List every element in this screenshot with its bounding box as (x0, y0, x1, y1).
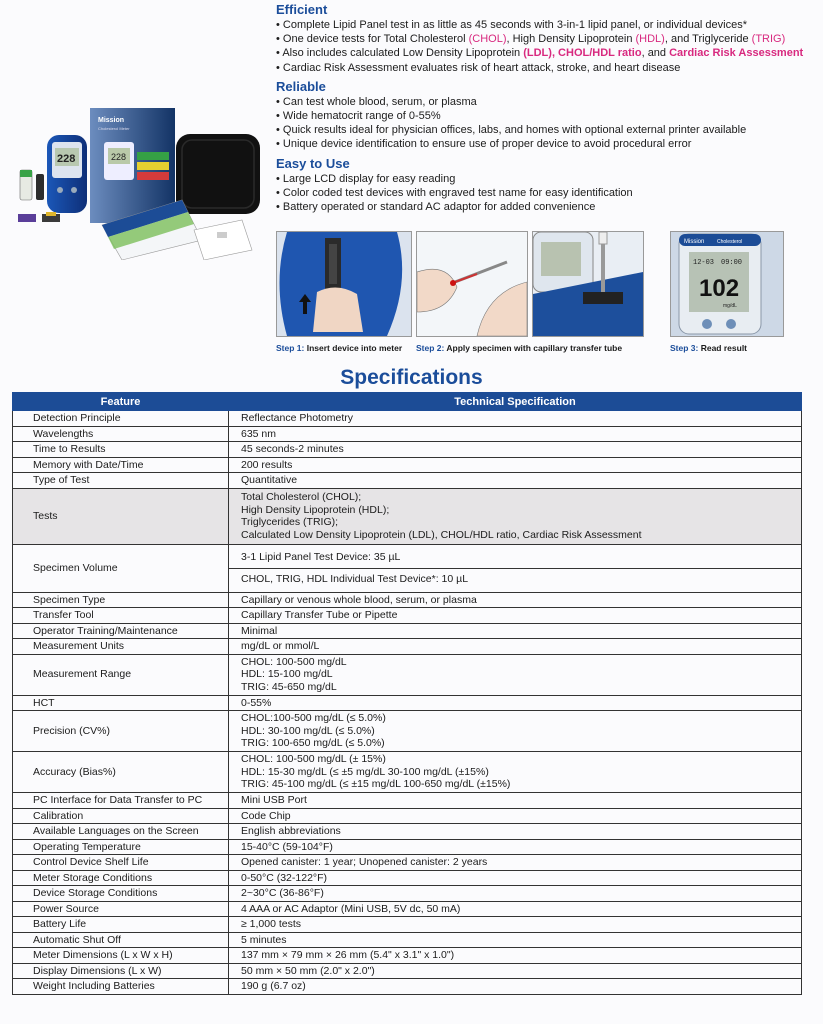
feature-cell: Time to Results (13, 442, 229, 458)
step2-image (416, 231, 528, 337)
table-row (13, 917, 802, 933)
cra-highlight: Cardiac Risk Assessment (669, 47, 804, 60)
spec-cell (229, 948, 802, 964)
table-row (13, 793, 802, 809)
spec-line: HDL: 15-100 mg/dL (241, 668, 333, 681)
spec-line: 190 g (6.7 oz) (241, 980, 306, 992)
feature-cell: Battery Life (13, 917, 229, 933)
spec-subvalue: CHOL, TRIG, HDL Individual Test Device*: 10 µL (229, 568, 801, 586)
spec-cell (229, 623, 802, 639)
spec-line: Code Chip (241, 809, 291, 822)
spec-line: TRIG: 45-100 mg/dL (≤ ±15 mg/dL 100-650 mg/dL (±15%) (241, 778, 511, 791)
spec-cell (229, 695, 802, 711)
table-row (13, 855, 802, 871)
reliable-bullet: • Quick results ideal for physician offices, labs, and homes with optional external printer available (276, 123, 816, 137)
table-row (13, 886, 802, 902)
spec-cell (229, 870, 802, 886)
reliable-bullet: • Can test whole blood, serum, or plasma (276, 95, 816, 109)
spec-cell (229, 886, 802, 902)
carry-case (176, 134, 260, 214)
step3-date: 12-03 (693, 259, 715, 267)
spec-line: CHOL: 100-500 mg/dL (241, 655, 347, 668)
spec-cell (229, 855, 802, 871)
efficient-bullet-2: • One device tests for Total Cholesterol (CHOL), High Density Lipoprotein (HDL), and Triglyceride (TRIG) (276, 32, 816, 46)
table-row (13, 623, 802, 639)
reliable-bullet: • Unique device identification to ensure use of proper device to avoid procedural error (276, 137, 816, 151)
table-row (13, 824, 802, 840)
spec-line: Triglycerides (TRIG); (241, 516, 339, 528)
spec-cell (229, 752, 802, 793)
table-row (13, 608, 802, 624)
feature-list (276, 0, 816, 214)
spec-line: 5 minutes (241, 933, 287, 946)
spec-cell (229, 442, 802, 458)
header-spec: Technical Specification (229, 393, 802, 411)
spec-cell (229, 839, 802, 855)
step3-caption: Step 3: Read result (670, 343, 748, 353)
spec-line: Minimal (241, 624, 278, 637)
efficient-bullet-3: • Also includes calculated Low Density Lipoprotein (LDL), CHOL/HDL ratio, and Cardiac Risk Assessment (276, 46, 816, 60)
step1-caption: Step 1: Insert device into meter (276, 343, 403, 353)
spec-line: High Density Lipoprotein (HDL); (241, 503, 390, 516)
table-row (13, 488, 802, 544)
spec-line: Reflectance Photometry (241, 412, 354, 424)
easy-bullet: • Color coded test devices with engraved test name for easy identification (276, 186, 816, 200)
feature-cell: Tests (13, 488, 229, 544)
spec-line: Opened canister: 1 year; Unopened canister: 2 years (241, 856, 488, 868)
feature-cell: Measurement Range (13, 654, 229, 695)
feature-cell: Accuracy (Bias%) (13, 752, 229, 793)
spec-cell (229, 592, 802, 608)
table-row (13, 948, 802, 964)
step3-unit: mg/dL (723, 303, 737, 309)
step3-brand: Mission (684, 239, 705, 245)
reliable-bullets (276, 95, 816, 152)
spec-line: ≥ 1,000 tests (241, 918, 302, 930)
spec-line: HDL: 15-30 mg/dL (≤ ±5 mg/dL 30-100 mg/dL (±15%) (241, 765, 489, 778)
table-row (13, 473, 802, 489)
spec-line: mg/dL or mmol/L (241, 640, 320, 652)
step3-time: 09:00 (721, 259, 743, 267)
table-row (13, 457, 802, 473)
feature-cell: Specimen Type (13, 592, 229, 608)
step2b-image (532, 231, 644, 337)
table-row (13, 963, 802, 979)
spec-line: CHOL: 100-500 mg/dL (± 15%) (241, 753, 386, 766)
spec-cell (229, 901, 802, 917)
feature-cell: Specimen Volume (13, 544, 229, 592)
feature-cell: Calibration (13, 808, 229, 824)
table-row (13, 639, 802, 655)
feature-cell: Measurement Units (13, 639, 229, 655)
spec-cell (229, 654, 802, 695)
easy-bullets (276, 172, 816, 215)
feature-cell: Memory with Date/Time (13, 457, 229, 473)
specifications-body (13, 411, 802, 995)
feature-cell: Wavelengths (13, 426, 229, 442)
spec-cell (229, 608, 802, 624)
spec-line: 45 seconds-2 minutes (241, 443, 344, 455)
spec-cell (229, 426, 802, 442)
spec-line: Quantitative (241, 474, 298, 486)
table-row (13, 752, 802, 793)
easy-bullet: • Battery operated or standard AC adaptor for added convenience (276, 200, 816, 214)
efficient-bullet-1: • Complete Lipid Panel test in as little as 45 seconds with 3-in-1 lipid panel, or individual devices* (276, 18, 816, 32)
feature-cell: Available Languages on the Screen (13, 824, 229, 840)
spec-cell (229, 473, 802, 489)
table-row (13, 442, 802, 458)
box-meter-reading: 228 (111, 152, 127, 162)
spec-cell (229, 411, 802, 427)
reliable-title: Reliable (276, 78, 326, 94)
usage-steps (276, 231, 816, 357)
header-feature: Feature (13, 393, 229, 411)
box-brand: Mission (98, 117, 125, 124)
spec-line: Calculated Low Density Lipoprotein (LDL), CHOL/HDL ratio, Cardiac Risk Assessment (241, 528, 642, 541)
spec-line: HDL: 30-100 mg/dL (≤ 5.0%) (241, 724, 375, 737)
spec-cell (229, 544, 802, 592)
spec-line: 2~30°C (36-86°F) (241, 887, 324, 899)
feature-cell: PC Interface for Data Transfer to PC (13, 793, 229, 809)
step3-model: Cholesterol (717, 239, 743, 245)
spec-line: 200 results (241, 458, 293, 471)
feature-cell: Operator Training/Maintenance (13, 623, 229, 639)
table-row (13, 592, 802, 608)
table-row (13, 654, 802, 695)
step1-image (276, 231, 412, 337)
spec-line: 50 mm × 50 mm (2.0" x 2.0") (241, 964, 375, 977)
efficient-title: Efficient (276, 2, 328, 17)
feature-cell: Device Storage Conditions (13, 886, 229, 902)
table-row (13, 411, 802, 427)
feature-cell: Meter Storage Conditions (13, 870, 229, 886)
spec-line: Total Cholesterol (CHOL); (241, 491, 362, 503)
spec-cell (229, 808, 802, 824)
easy-bullet: • Large LCD display for easy reading (276, 172, 816, 186)
specifications-table (12, 392, 802, 995)
spec-cell (229, 932, 802, 948)
spec-cell (229, 457, 802, 473)
feature-cell: Precision (CV%) (13, 711, 229, 752)
table-row (13, 544, 802, 592)
meter-reading: 228 (57, 153, 76, 165)
spec-cell (229, 711, 802, 752)
feature-cell: Display Dimensions (L x W) (13, 963, 229, 979)
table-row (13, 870, 802, 886)
efficient-bullet-4: • Cardiac Risk Assessment evaluates risk of heart attack, stroke, and heart disease (276, 61, 816, 75)
spec-cell (229, 917, 802, 933)
spec-line: 0-50°C (32-122°F) (241, 871, 328, 884)
feature-cell: HCT (13, 695, 229, 711)
chol-highlight: (CHOL) (468, 33, 507, 46)
table-row (13, 711, 802, 752)
spec-line: 15-40°C (59-104°F) (241, 840, 333, 853)
spec-cell (229, 963, 802, 979)
table-row (13, 979, 802, 995)
table-row (13, 695, 802, 711)
step3-image (670, 231, 784, 337)
spec-line: 4 AAA or AC Adaptor (Mini USB, 5V dc, 50 mA) (241, 902, 461, 915)
efficient-bullets (276, 18, 816, 75)
table-row (13, 426, 802, 442)
spec-line: TRIG: 45-650 mg/dL (241, 680, 337, 693)
reliable-bullet: • Wide hematocrit range of 0-55% (276, 109, 816, 123)
spec-cell (229, 793, 802, 809)
spec-cell (229, 639, 802, 655)
table-row (13, 932, 802, 948)
spec-line: 137 mm × 79 mm × 26 mm (5.4" x 3.1" x 1.0") (241, 949, 455, 961)
spec-line: 0-55% (241, 696, 272, 709)
table-row (13, 839, 802, 855)
feature-cell: Automatic Shut Off (13, 932, 229, 948)
feature-cell: Type of Test (13, 473, 229, 489)
easy-title: Easy to Use (276, 155, 350, 171)
feature-cell: Meter Dimensions (L x W x H) (13, 948, 229, 964)
feature-cell: Transfer Tool (13, 608, 229, 624)
step3-value: 102 (699, 275, 740, 302)
spec-cell (229, 824, 802, 840)
product-kit-image (12, 100, 262, 260)
spec-line: Mini USB Port (241, 794, 307, 806)
spec-line: Capillary or venous whole blood, serum, or plasma (241, 593, 477, 606)
table-header-row (13, 393, 802, 411)
table-row (13, 808, 802, 824)
feature-cell: Control Device Shelf Life (13, 855, 229, 871)
feature-cell: Power Source (13, 901, 229, 917)
spec-cell (229, 979, 802, 995)
ldl-highlight: (LDL), CHOL/HDL ratio (523, 47, 642, 60)
box-subtitle: Cholesterol Meter (98, 126, 130, 131)
spec-line: CHOL:100-500 mg/dL (≤ 5.0%) (241, 712, 386, 725)
spec-line: 635 nm (241, 427, 277, 440)
spec-cell (229, 488, 802, 544)
feature-cell: Weight Including Batteries (13, 979, 229, 995)
trig-highlight: (TRIG) (751, 33, 786, 46)
spec-subvalue: 3-1 Lipid Panel Test Device: 35 µL (241, 551, 401, 563)
hdl-highlight: (HDL) (635, 33, 665, 46)
spec-line: TRIG: 100-650 mg/dL (≤ 5.0%) (241, 737, 385, 750)
feature-cell: Operating Temperature (13, 839, 229, 855)
table-row (13, 901, 802, 917)
spec-line: English abbreviations (241, 825, 341, 837)
feature-cell: Detection Principle (13, 411, 229, 427)
spec-line: Capillary Transfer Tube or Pipette (241, 609, 398, 621)
specifications-title: Specifications (340, 366, 483, 389)
step2-caption: Step 2: Apply specimen with capillary transfer tube (416, 343, 623, 353)
